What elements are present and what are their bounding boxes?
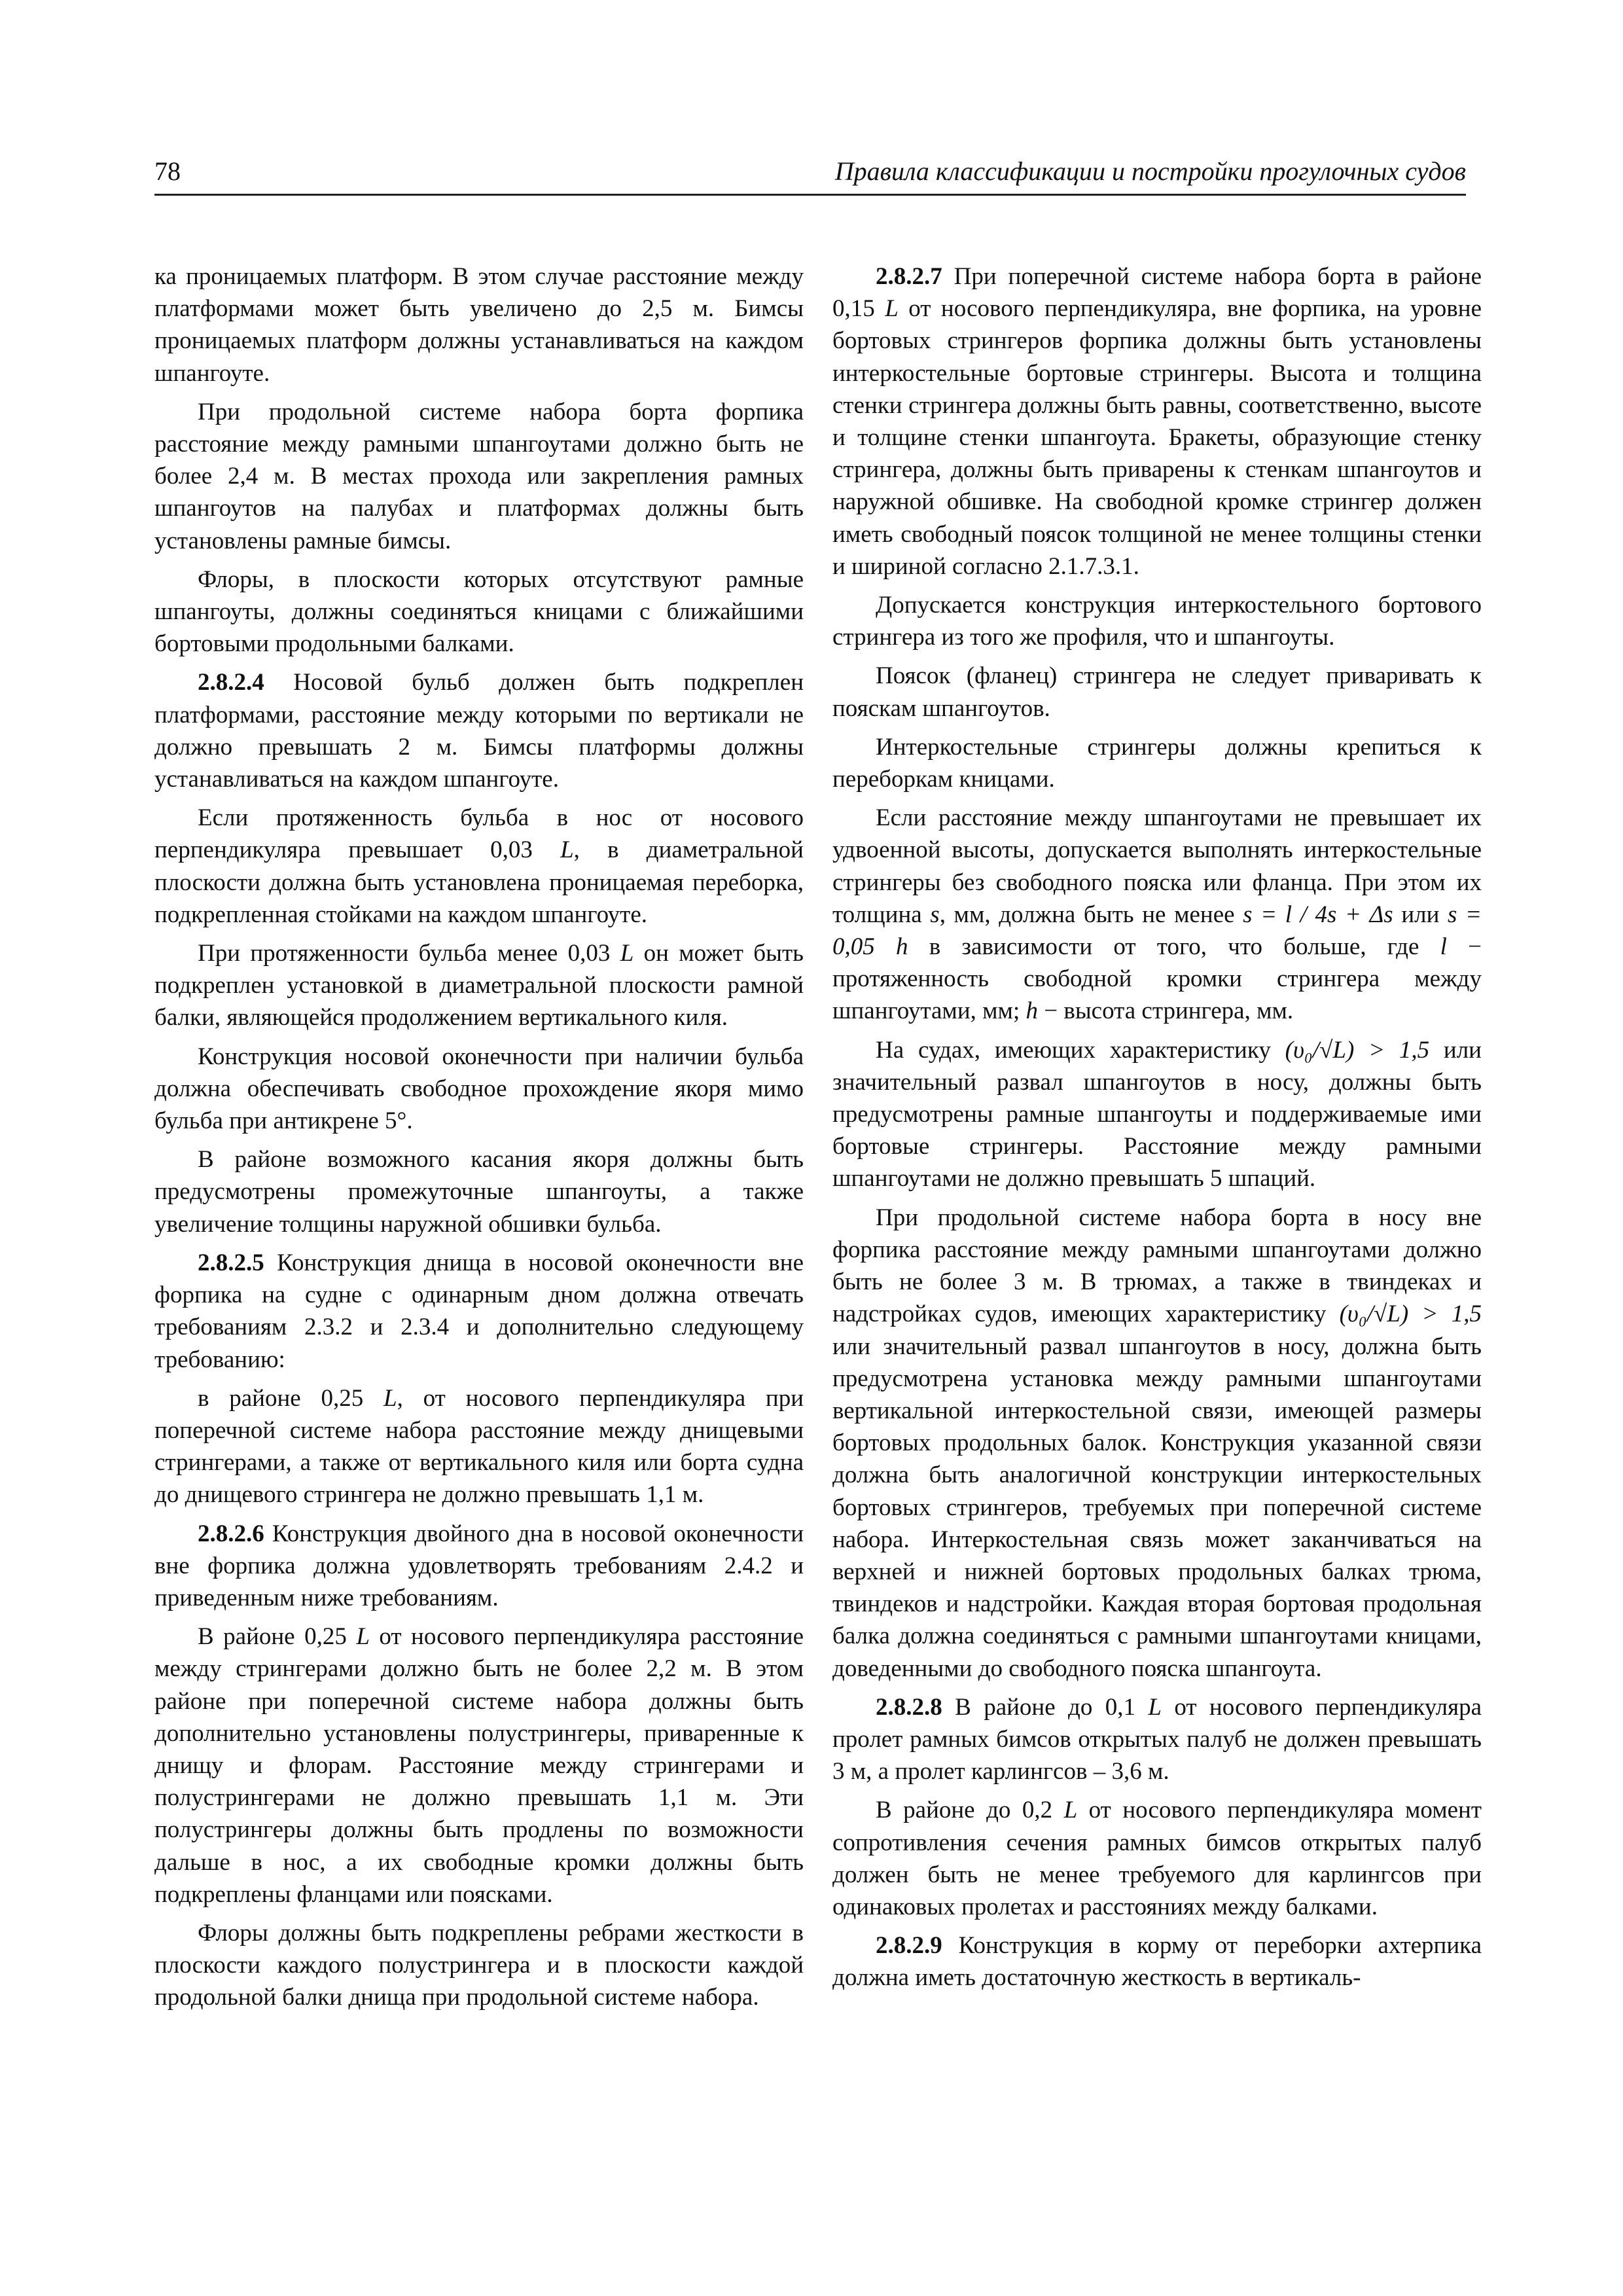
paragraph: В районе до 0,2 L от носового перпендикуляра момент сопротивления сечения рамных бимсов открытых палуб должен быть не менее требуемого для карлингсов при одинаковых пролетах и расстояниях между балками. <box>832 1797 1482 1920</box>
paragraph: Интеркостельные стрингеры должны крепиться к переборкам кницами. <box>832 733 1482 793</box>
paragraph: При продольной системе набора борта в носу вне форпика расстояние между рамными шпангоутами должно быть не более 3 м. В трюмах, а также в твиндеках и надстройках судов, имеющих характеристику (υ₀/√L) > 1,5 или значительный развал шпангоутов в носу, должна быть предусмотрена установка между рамными шпангоутами вертикальной интеркостельной связи, имеющей размеры бортовых продольных балок. Конструкция указанной связи должна быть аналогичной конструкции интеркостельных бортовых стрингеров, требуемых при поперечной системе набора. Интеркостельная связь может заканчиваться на верхней и нижней бортовых продольных балках трюма, твиндеков и надстройки. Каждая вторая бортовая продольная балка должна соединяться с рамными шпангоутами кницами, доведенными до свободного пояска шпангоута. <box>832 1204 1482 1682</box>
clause-2-8-2-8: 2.8.2.8 В районе до 0,1 L от носового перпендикуляра пролет рамных бимсов открытых палуб не должен превышать 3 м, а пролет карлингсов – 3,6 м. <box>832 1693 1482 1785</box>
paragraph: в районе 0,25 L, от носового перпендикуляра при поперечной системе набора расстояние между днищевыми стрингерами, а также от вертикального киля или борта судна до днищевого стрингера не должно превышать 1,1 м. <box>154 1384 804 1509</box>
paragraph: Если расстояние между шпангоутами не превышает их удвоенной высоты, допускается выполнять интеркостельные стрингеры без свободного пояска или фланца. При этом их толщина s, мм, должна быть не менее s = l / 4s + Δs или s = 0,05 h в зависимости от того, что больше, где l − протяженность свободной кромки стрингера между шпангоутами, мм; h − высота стрингера, мм. <box>832 804 1482 1025</box>
paragraph: Поясок (фланец) стрингера не следует приваривать к пояскам шпангоутов. <box>832 662 1482 722</box>
clause-number: 2.8.2.6 <box>198 1520 264 1547</box>
paragraph: Флоры, в плоскости которых отсутствуют рамные шпангоуты, должны соединяться кницами с ближайшими бортовыми продольными балками. <box>154 565 804 658</box>
paragraph: Флоры должны быть подкреплены ребрами жесткости в плоскости каждого полустрингера и в плоскости каждой продольной балки днища при продольной системе набора. <box>154 1919 804 2011</box>
right-column <box>832 260 1482 2001</box>
clause-2-8-2-5: 2.8.2.5 Конструкция днища в носовой оконечности вне форпика на судне с одинарным дном должна отвечать требованиям 2.3.2 и 2.3.4 и дополнительно следующему требованию: <box>154 1249 804 1373</box>
left-column <box>154 260 804 2020</box>
clause-number: 2.8.2.8 <box>876 1693 942 1721</box>
paragraph: При продольной системе набора борта форпика расстояние между рамными шпангоутами должно быть не более 2,4 м. В местах прохода или закрепления рамных шпангоутов на палубах и платформах должны быть установлены рамные бимсы. <box>154 398 804 554</box>
clause-number: 2.8.2.5 <box>198 1249 264 1276</box>
running-title: Правила классификации и постройки прогулочных судов <box>834 156 1466 186</box>
clause-2-8-2-9: 2.8.2.9 Конструкция в корму от переборки ахтерпика должна иметь достаточную жесткость в вертикаль- <box>832 1932 1482 1992</box>
paragraph: В районе возможного касания якоря должны быть предусмотрены промежуточные шпангоуты, а также увеличение толщины наружной обшивки бульба. <box>154 1146 804 1238</box>
paragraph: В районе 0,25 L от носового перпендикуляра расстояние между стрингерами должно быть не более 2,2 м. В этом районе при поперечной системе набора должны быть дополнительно установлены полустрингеры, приваренные к днищу и флорам. Расстояние между стрингерами и полустрингерами не должно превышать 1,1 м. Эти полустрингеры должны быть продлены по возможности дальше в нос, а их свободные кромки должны быть подкреплены фланцами или поясками. <box>154 1623 804 1908</box>
paragraph: Допускается конструкция интеркостельного бортового стрингера из того же профиля, что и шпангоуты. <box>832 592 1482 651</box>
paragraph: При протяженности бульба менее 0,03 L он может быть подкреплен установкой в диаметральной плоскости рамной балки, являющейся продолжением вертикального киля. <box>154 940 804 1031</box>
clause-number: 2.8.2.7 <box>876 263 942 290</box>
clause-number: 2.8.2.9 <box>876 1932 942 1960</box>
page-number: 78 <box>154 156 181 186</box>
paragraph: Конструкция носовой оконечности при наличии бульба должна обеспечивать свободное прохождение якоря мимо бульба при антикрене 5°. <box>154 1043 804 1135</box>
clause-2-8-2-7: 2.8.2.7 При поперечной системе набора борта в районе 0,15 L от носового перпендикуляра, вне форпика, на уровне бортовых стрингеров форпика должны быть установлены интеркостельные бортовые стрингеры. Высота и толщина стенки стрингера должны быть равны, соответственно, высоте и толщине стенки шпангоута. Бракеты, образующие стенку стрингера, должны быть приварены к стенкам шпангоутов и наружной обшивке. На свободной кромке стрингер должен иметь свободный поясок толщиной не менее толщины стенки и шириной согласно 2.1.7.3.1. <box>832 263 1482 580</box>
paragraph: На судах, имеющих характеристику (υ₀/√L) > 1,5 или значительный развал шпангоутов в носу, должны быть предусмотрены рамные шпангоуты и поддерживаемые ими бортовые стрингеры. Расстояние между рамными шпангоутами не должно превышать 5 шпаций. <box>832 1036 1482 1193</box>
clause-number: 2.8.2.4 <box>198 669 264 696</box>
formula: (υ₀/√L) > 1,5 <box>1285 1036 1430 1064</box>
clause-2-8-2-4: 2.8.2.4 Носовой бульб должен быть подкреплен платформами, расстояние между которыми по вертикали не должно превышать 2 м. Бимсы платформы должны устанавливаться на каждом шпангоуте. <box>154 669 804 793</box>
formula: (υ₀/√L) > 1,5 <box>1339 1300 1482 1328</box>
clause-2-8-2-6: 2.8.2.6 Конструкция двойного дна в носовой оконечности вне форпика должна удовлетворять требованиям 2.4.2 и приведенным ниже требованиям. <box>154 1520 804 1611</box>
header-rule <box>154 194 1466 196</box>
paragraph: Если протяженность бульба в нос от носового перпендикуляра превышает 0,03 L, в диаметральной плоскости должна быть установлена проницаемая переборка, подкрепленная стойками на каждом шпангоуте. <box>154 804 804 928</box>
formula: s = l / 4s + Δs <box>1243 901 1393 928</box>
paragraph: ка проницаемых платформ. В этом случае расстояние между платформами может быть увеличено до 2,5 м. Бимсы проницаемых платформ должны устанавливаться на каждом шпангоуте. <box>154 263 804 387</box>
formula: s = 0,05 h <box>832 901 1482 961</box>
